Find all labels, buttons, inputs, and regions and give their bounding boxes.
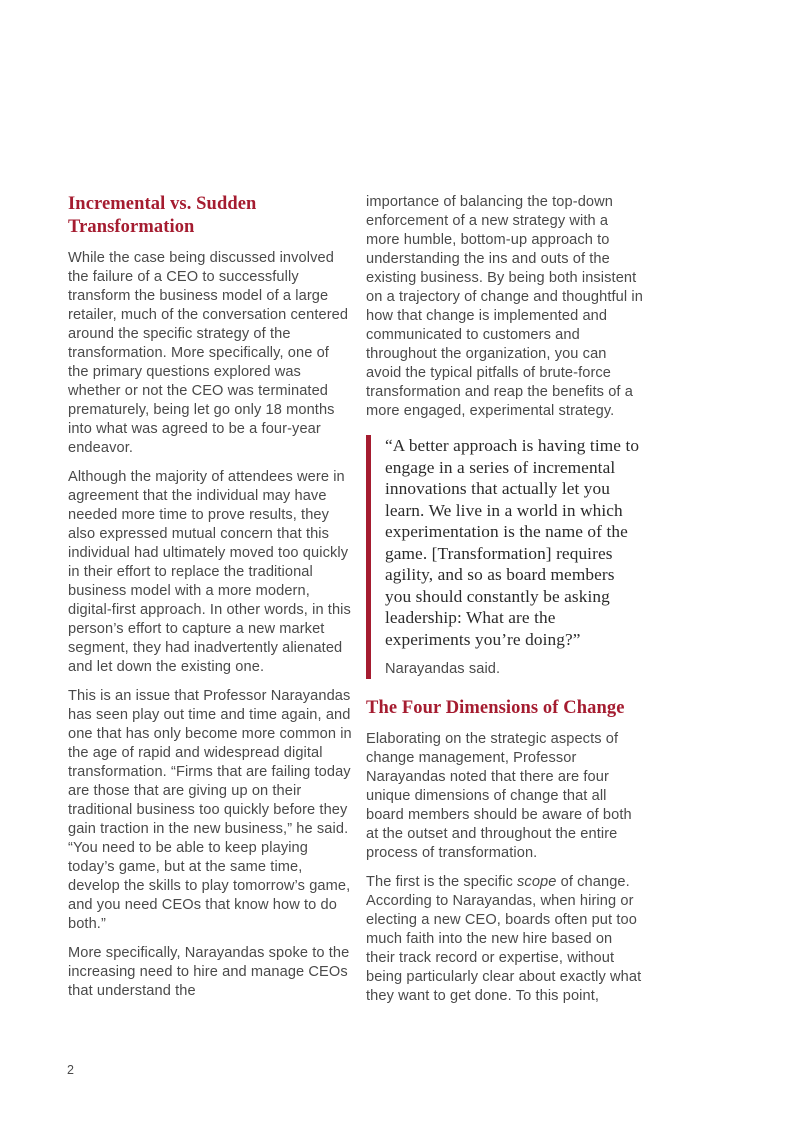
right-column [366,193,644,1016]
pull-quote-text: “A better approach is having time to engage in a series of incremental innovations that actually let you learn. We live in a world in which experimentation is the name of the game. [Transformation] requires agility, and so as board members you should constantly be asking leadership: What are the experiments you’re doing?” [385,436,640,649]
pull-quote [366,435,644,679]
text-segment: of change. According to Narayandas, when hiring or electing a new CEO, boards often put too much faith into the new hire based on their track record or expertise, without being particularly clear about exactly what they want to get done. To this point, [366,874,642,1004]
section-heading-incremental: Incremental vs. Sudden Transformation [68,194,257,237]
text-segment: The first is the specific [366,874,518,890]
emphasis-scope: scope [517,874,557,890]
pull-quote-attribution: Narayandas said. [385,661,501,677]
body-paragraph: importance of balancing the top-down enforcement of a new strategy with a more humble, bottom-up approach to understanding the ins and outs of the existing business. By being both insistent on a trajectory of change and thoughtful in how that change is implemented and communicated to customers and throughout the organization, you can avoid the typical pitfalls of brute-force transformation and reap the benefits of a more engaged, experimental strategy. [366,194,643,419]
body-paragraph: More specifically, Narayandas spoke to the increasing need to hire and manage CEOs that understand the [68,945,350,999]
body-paragraph: While the case being discussed involved the failure of a CEO to successfully transform the business model of a large retailer, much of the conversation centered around the specific strategy of the transformation. More specifically, one of the primary questions explored was whether or not the CEO was terminated prematurely, being let go only 18 months into what was agreed to be a four-year endeavor. [68,250,349,456]
body-paragraph: Although the majority of attendees were in agreement that the individual may have needed more time to prove results, they also expressed mutual concern that this individual had ultimately moved too quickly in their effort to replace the traditional business model with a more modern, digital-first approach. In other words, in this person’s effort to capture a new market segment, they had inadvertently alienated and let down the existing one. [68,469,351,675]
body-paragraph: This is an issue that Professor Narayandas has seen play out time and time again, and one that has only become more common in the age of rapid and widespread digital transformation. “Firms that are failing today are those that are giving up on their traditional business too quickly before they gain traction in the new business,” he said. “You need to be able to keep playing today’s game, but at the same time, develop the skills to play tomorrow’s game, and you need CEOs that know how to do both.” [68,688,352,932]
section-heading-four-dimensions: The Four Dimensions of Change [366,698,625,718]
body-paragraph [366,873,644,1006]
body-paragraph: Elaborating on the strategic aspects of change management, Professor Narayandas noted that there are four unique dimensions of change that all board members should be aware of both at the outset and throughout the entire process of transformation. [366,731,632,861]
page-number: 2 [67,1063,74,1077]
left-column [68,193,353,1011]
